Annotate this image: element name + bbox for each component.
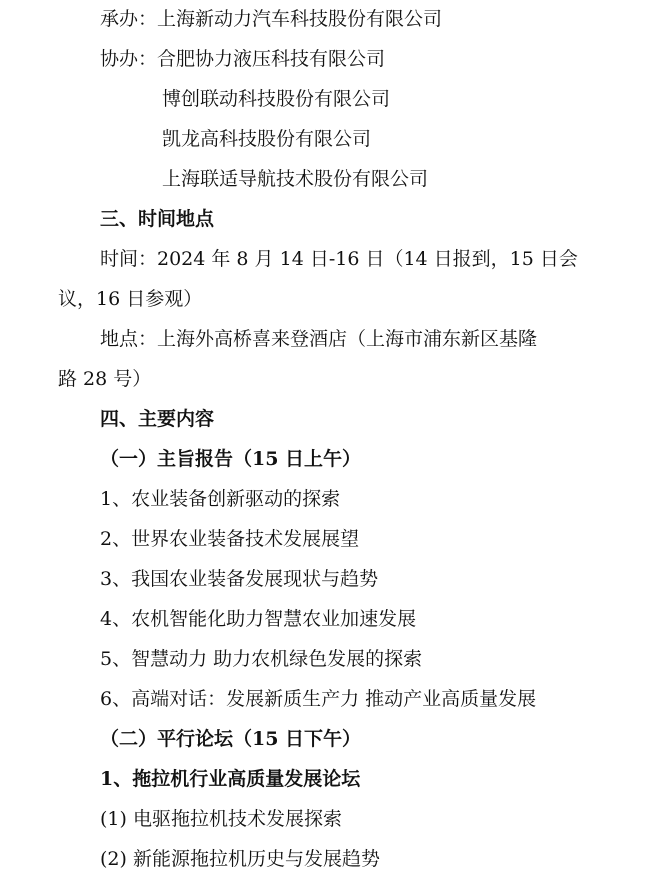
subsection-heading: （二）平行论坛（15 日下午）: [100, 728, 362, 750]
host-label: 承办：: [100, 8, 158, 30]
co-organizer: 上海联适导航技术股份有限公司: [162, 168, 429, 190]
co-label: 协办：: [100, 48, 158, 70]
list-item: (2) 新能源拖拉机历史与发展趋势: [100, 848, 380, 870]
co-organizer: 博创联动科技股份有限公司: [162, 88, 391, 110]
section-heading: 四、主要内容: [100, 408, 215, 430]
host-name: 上海新动力汽车科技股份有限公司: [157, 8, 443, 30]
section-heading: 三、时间地点: [100, 208, 215, 230]
subsection-heading: （一）主旨报告（15 日上午）: [100, 448, 362, 470]
time-text-cont: 议，16 日参观）: [58, 288, 203, 310]
list-item: (1) 电驱拖拉机技术发展探索: [100, 808, 342, 830]
place-text-cont: 路 28 号）: [58, 368, 152, 390]
co-organizer: 凯龙高科技股份有限公司: [162, 128, 372, 150]
forum-heading: 1、拖拉机行业高质量发展论坛: [100, 768, 361, 790]
list-item: 1、农业装备创新驱动的探索: [100, 488, 341, 510]
time-text: 时间：2024 年 8 月 14 日-16 日（14 日报到，15 日会: [100, 248, 578, 270]
list-item: 5、智慧动力 助力农机绿色发展的探索: [100, 648, 423, 670]
list-item: 6、高端对话：发展新质生产力 推动产业高质量发展: [100, 688, 537, 710]
list-item: 3、我国农业装备发展现状与趋势: [100, 568, 379, 590]
place-text: 地点：上海外高桥喜来登酒店（上海市浦东新区基隆: [100, 328, 538, 350]
co-row: [100, 47, 385, 71]
list-item: 2、世界农业装备技术发展展望: [100, 528, 360, 550]
list-item: 4、农机智能化助力智慧农业加速发展: [100, 608, 417, 630]
co-organizer: 合肥协力液压科技有限公司: [157, 48, 386, 70]
host-row: [100, 7, 442, 31]
